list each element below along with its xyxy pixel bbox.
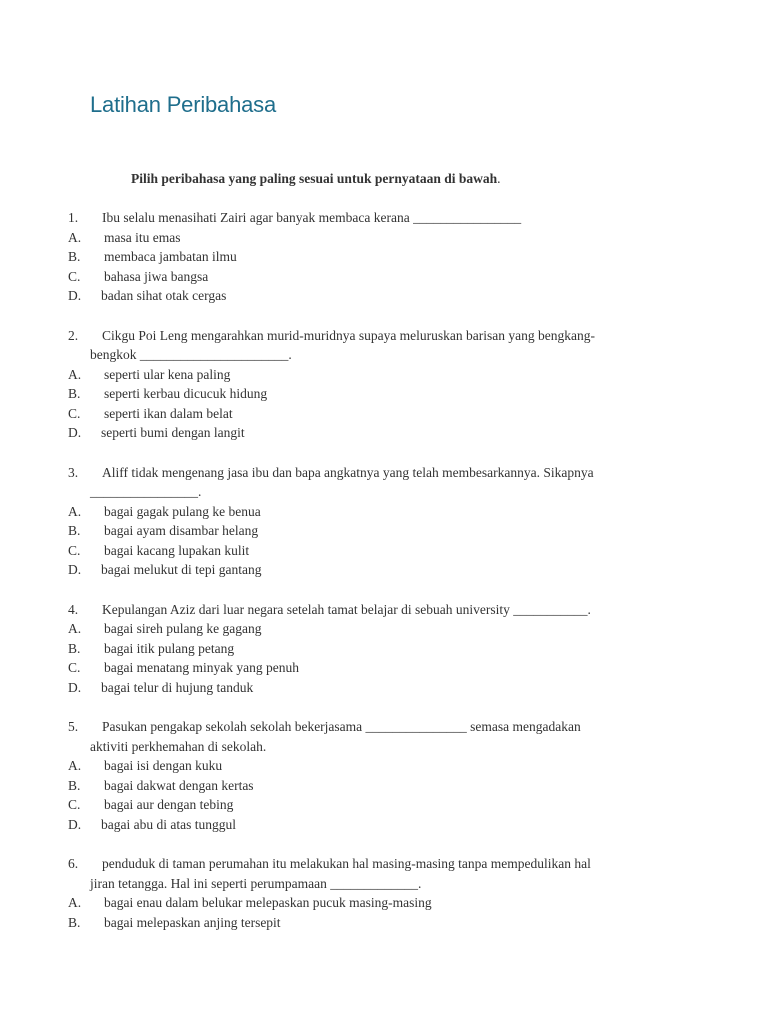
option-text: bagai aur dengan tebing: [104, 797, 234, 812]
answer-option: [0, 423, 768, 443]
option-letter: C.: [68, 797, 81, 812]
answer-option: [0, 913, 768, 933]
question-text: penduduk di taman perumahan itu melakukan hal masing-masing tanpa mempedulikan hal: [102, 856, 591, 871]
option-letter: A.: [68, 229, 82, 245]
option-text: bagai kacang lupakan kulit: [104, 542, 250, 558]
question-text: Pasukan pengakap sekolah sekolah bekerjasama _______________ semasa mengadakan: [102, 719, 581, 734]
option-text: seperti ikan dalam belat: [104, 405, 233, 421]
option-text: masa itu emas: [104, 229, 181, 245]
answer-option: [0, 404, 768, 424]
option-letter: C.: [68, 542, 81, 558]
question-number: 2.: [68, 327, 79, 343]
answer-option: [0, 815, 768, 835]
option-text: bagai melukut di tepi gantang: [101, 562, 262, 577]
option-letter: B.: [68, 249, 81, 264]
question-text-continued: [0, 482, 768, 502]
option-letter: D.: [68, 679, 82, 695]
question-text-line2: bengkok ______________________.: [90, 347, 292, 362]
instruction-period: .: [497, 171, 501, 186]
question-stem: [0, 463, 768, 483]
answer-option: [0, 228, 768, 248]
option-letter: D.: [68, 816, 82, 832]
question-5: [0, 717, 768, 834]
question-number: 6.: [68, 856, 79, 871]
option-text: bagai abu di atas tunggul: [101, 816, 236, 832]
answer-option: [0, 560, 768, 580]
option-text: bagai dakwat dengan kertas: [104, 777, 254, 793]
option-letter: B.: [68, 777, 81, 793]
option-text: membaca jambatan ilmu: [104, 249, 237, 264]
option-letter: C.: [68, 660, 81, 675]
option-letter: B.: [68, 914, 81, 930]
question-text-line2: ________________.: [90, 484, 202, 499]
question-stem: [0, 600, 768, 620]
answer-option: [0, 658, 768, 678]
answer-option: [0, 521, 768, 541]
page-title: Latihan Peribahasa: [90, 92, 276, 117]
option-text: bagai menatang minyak yang penuh: [104, 660, 299, 675]
answer-option: [0, 286, 768, 306]
answer-option: [0, 247, 768, 267]
option-text: seperti kerbau dicucuk hidung: [104, 386, 268, 401]
answer-option: [0, 619, 768, 639]
question-text-continued: [0, 874, 768, 894]
question-stem: [0, 854, 768, 874]
option-letter: C.: [68, 268, 81, 284]
instruction-text: Pilih peribahasa yang paling sesuai untuk pernyataan di bawah: [131, 171, 498, 186]
question-4: [0, 600, 768, 698]
option-text: bagai enau dalam belukar melepaskan pucuk masing-masing: [104, 895, 432, 910]
answer-option: [0, 776, 768, 796]
question-text-line2: aktiviti perkhemahan di sekolah.: [90, 738, 267, 754]
option-letter: A.: [68, 758, 82, 773]
answer-option: [0, 756, 768, 776]
option-text: bagai itik pulang petang: [104, 640, 235, 656]
answer-option: [0, 893, 768, 913]
option-letter: D.: [68, 425, 82, 440]
answer-option: [0, 639, 768, 659]
option-text: bagai telur di hujung tanduk: [101, 679, 254, 695]
answer-option: [0, 795, 768, 815]
question-text-line2: jiran tetangga. Hal ini seperti perumpamaan _____________.: [90, 875, 422, 891]
question-stem: [0, 326, 768, 346]
option-text: badan sihat otak cergas: [101, 288, 227, 303]
question-list: [0, 208, 768, 952]
answer-option: [0, 678, 768, 698]
option-text: bahasa jiwa bangsa: [104, 268, 209, 284]
option-text: bagai gagak pulang ke benua: [104, 503, 261, 519]
question-text: Aliff tidak mengenang jasa ibu dan bapa angkatnya yang telah membesarkannya. Sikapnya: [102, 464, 594, 480]
option-text: seperti bumi dengan langit: [101, 425, 245, 440]
question-stem: [0, 208, 768, 228]
option-text: bagai isi dengan kuku: [104, 758, 223, 773]
answer-option: [0, 365, 768, 385]
question-text: Cikgu Poi Leng mengarahkan murid-muridnya supaya meluruskan barisan yang bengkang-: [102, 327, 596, 343]
question-2: [0, 326, 768, 443]
question-number: 3.: [68, 464, 79, 480]
answer-option: [0, 267, 768, 287]
option-text: seperti ular kena paling: [104, 366, 231, 382]
question-1: [0, 208, 768, 306]
option-text: bagai sireh pulang ke gagang: [104, 621, 262, 636]
option-letter: D.: [68, 562, 82, 577]
question-6: [0, 854, 768, 932]
question-text-continued: [0, 345, 768, 365]
option-letter: B.: [68, 640, 81, 656]
instruction: [131, 171, 500, 187]
option-letter: B.: [68, 523, 81, 538]
answer-option: [0, 384, 768, 404]
question-number: 1.: [68, 210, 79, 225]
option-letter: B.: [68, 386, 81, 401]
option-text: bagai ayam disambar helang: [104, 523, 259, 538]
answer-option: [0, 502, 768, 522]
option-letter: D.: [68, 288, 82, 303]
question-3: [0, 463, 768, 580]
option-letter: A.: [68, 366, 82, 382]
question-text-continued: [0, 737, 768, 757]
option-letter: A.: [68, 895, 82, 910]
question-text: Ibu selalu menasihati Zairi agar banyak membaca kerana ________________: [102, 210, 522, 225]
question-number: 4.: [68, 601, 79, 617]
question-stem: [0, 717, 768, 737]
option-letter: C.: [68, 405, 81, 421]
option-letter: A.: [68, 621, 82, 636]
answer-option: [0, 541, 768, 561]
option-letter: A.: [68, 503, 82, 519]
question-text: Kepulangan Aziz dari luar negara setelah tamat belajar di sebuah university ___________.: [102, 601, 591, 617]
option-text: bagai melepaskan anjing tersepit: [104, 914, 281, 930]
question-number: 5.: [68, 719, 79, 734]
